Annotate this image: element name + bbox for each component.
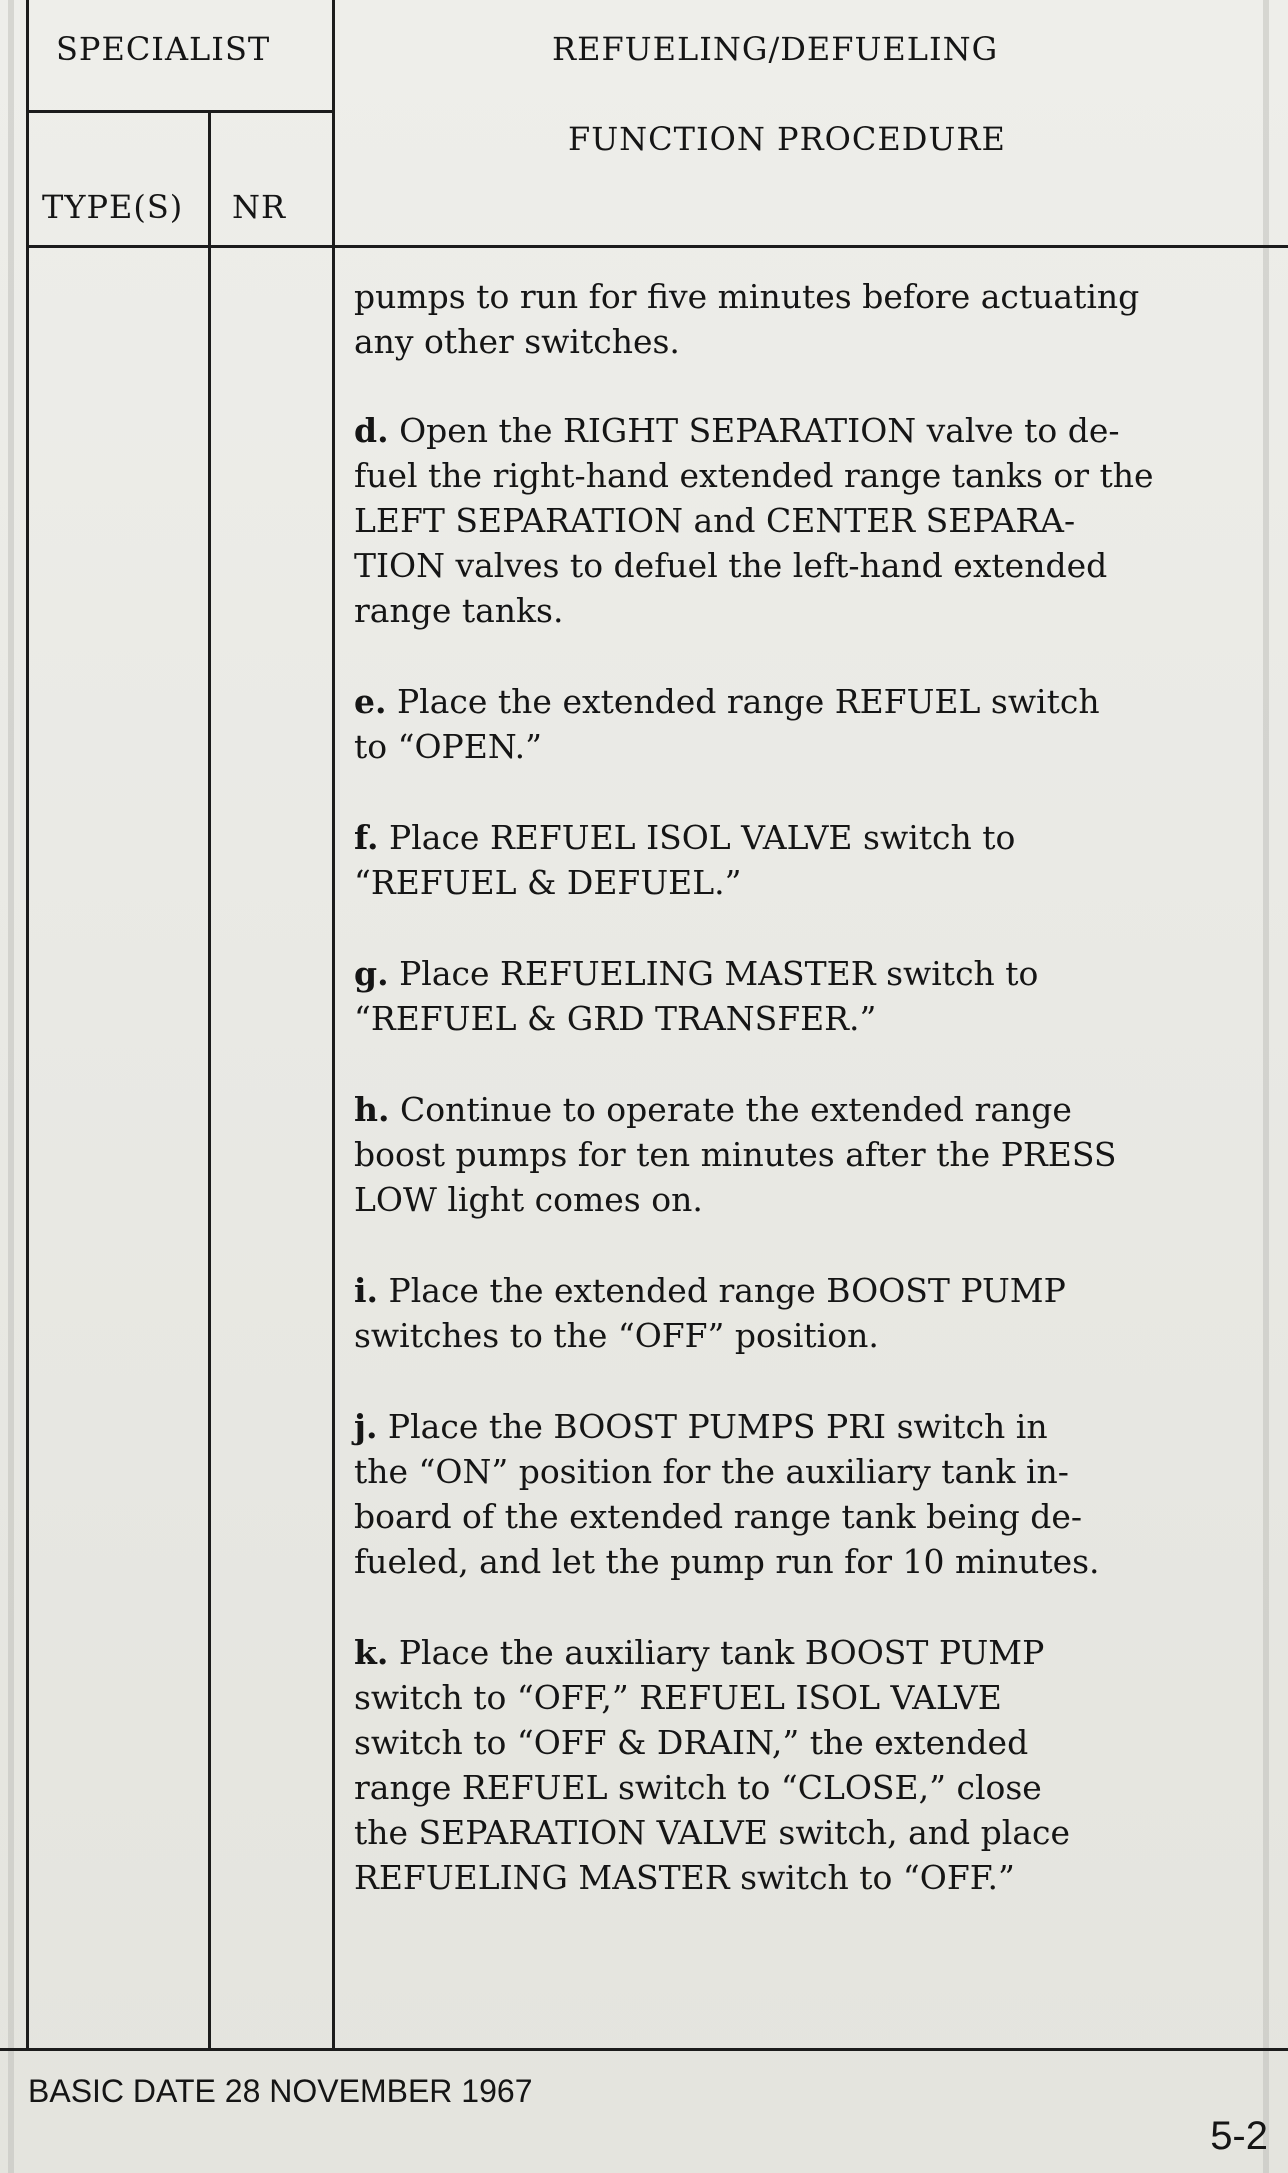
step-text: pumps to run for five minutes before actuating any other switches. — [354, 277, 1140, 361]
page-number: 5-2 — [1210, 2114, 1268, 2158]
procedure-step — [354, 1087, 1254, 1222]
step-text: Place REFUEL ISOL VALVE switch to “REFUEL & DEFUEL.” — [354, 818, 1016, 902]
header-title: REFUELING/DEFUELING — [552, 30, 999, 68]
step-label: g. — [354, 954, 389, 993]
header-types: TYPE(S) — [42, 188, 184, 226]
procedure-steps — [354, 274, 1254, 1946]
procedure-step — [354, 274, 1254, 364]
procedure-step — [354, 1268, 1254, 1358]
table-border-footer — [0, 2048, 1288, 2051]
page-edge-shadow-left — [8, 0, 14, 2173]
table-border-left — [26, 0, 29, 2050]
procedure-step — [354, 951, 1254, 1041]
step-label: e. — [354, 682, 387, 721]
procedure-step — [354, 815, 1254, 905]
procedure-step — [354, 1630, 1254, 1900]
step-text: Place the extended range BOOST PUMP switches to the “OFF” position. — [354, 1271, 1066, 1355]
header-nr: NR — [232, 188, 287, 226]
step-label: k. — [354, 1633, 389, 1672]
step-label: f. — [354, 818, 379, 857]
table-border-types-nr — [208, 112, 211, 2050]
step-label: j. — [354, 1407, 378, 1446]
procedure-step — [354, 1404, 1254, 1584]
table-border-procedure — [332, 0, 335, 2050]
table-border-specialist — [26, 110, 332, 113]
step-text: Place the auxiliary tank BOOST PUMP switch to “OFF,” REFUEL ISOL VALVE switch to “OFF & DRAIN,” the extended range REFUEL switch to “CLOSE,” close the SEPARATION VALVE switch, and place REFUELING MASTER switch to “OFF.” — [354, 1633, 1071, 1897]
step-text: Continue to operate the extended range boost pumps for ten minutes after the PRESS LOW light comes on. — [354, 1090, 1117, 1219]
table-border-header — [26, 245, 1288, 248]
header-specialist: SPECIALIST — [56, 30, 271, 68]
procedure-step — [354, 408, 1254, 633]
header-function-procedure: FUNCTION PROCEDURE — [568, 120, 1006, 158]
step-label: d. — [354, 411, 389, 450]
step-text: Place the extended range REFUEL switch to “OPEN.” — [354, 682, 1100, 766]
step-label: i. — [354, 1271, 379, 1310]
step-text: Place the BOOST PUMPS PRI switch in the “ON” position for the auxiliary tank in- board of the extended range tank being de- fueled, and let the pump run for 10 minutes. — [354, 1407, 1100, 1581]
step-text: Open the RIGHT SEPARATION valve to de- fuel the right-hand extended range tanks or the LEFT SEPARATION and CENTER SEPARA- TION valves to defuel the left-hand extended range tanks. — [354, 411, 1154, 630]
step-text: Place REFUELING MASTER switch to “REFUEL & GRD TRANSFER.” — [354, 954, 1039, 1038]
step-label: h. — [354, 1090, 390, 1129]
procedure-step — [354, 679, 1254, 769]
basic-date: BASIC DATE 28 NOVEMBER 1967 — [28, 2073, 533, 2109]
page-edge-shadow-right — [1263, 0, 1269, 2173]
